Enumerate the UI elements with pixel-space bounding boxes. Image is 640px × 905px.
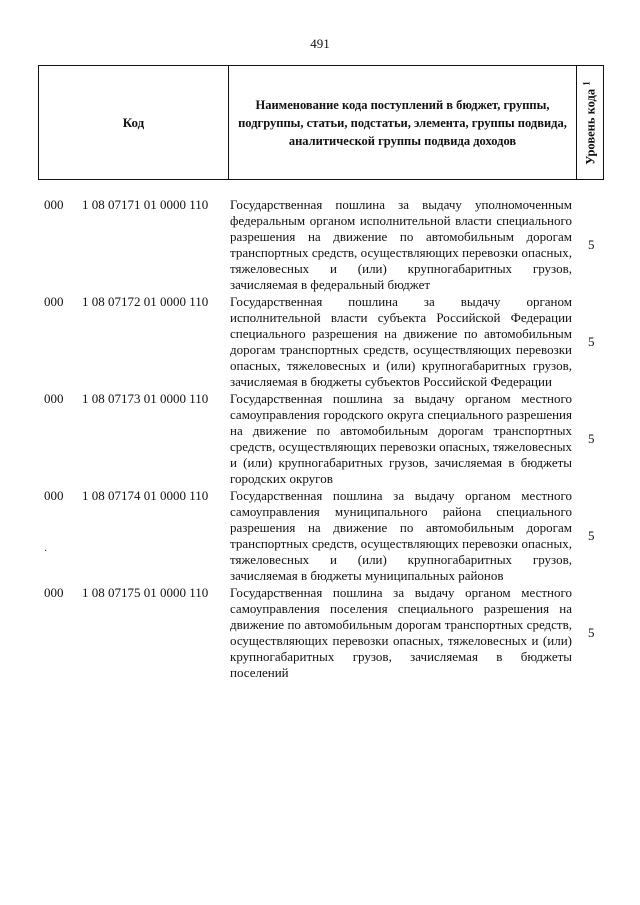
row-description: Государственная пошлина за выдачу органом местного самоуправления муниципального района специального разрешения на движение по автомобильным дорогам транспортных средств, осуществляющих перевозки опасных, тяжеловесных и (или) крупногабаритных грузов, зачисляемая в бюджеты муниципальных районов <box>230 488 572 583</box>
page-number: 491 <box>310 36 330 51</box>
row-admin-code: 000 <box>44 585 64 600</box>
row-level: 5 <box>588 334 595 349</box>
row-admin-code: 000 <box>44 488 64 503</box>
row-level: 5 <box>588 528 595 543</box>
row-code: 1 08 07175 01 0000 110 <box>82 585 209 600</box>
table-row <box>0 294 640 390</box>
table-body <box>0 197 640 681</box>
row-level: 5 <box>588 431 595 446</box>
row-level: 5 <box>588 237 595 252</box>
row-admin-code: 000 <box>44 197 64 212</box>
row-description: Государственная пошлина за выдачу органом местного самоуправления городского округа специального разрешения на движение по автомобильным дорогам транспортных средств, осуществляющих перевозки опасных, тяжеловесных и (или) крупногабаритных грузов, зачисляемая в бюджеты городских округов <box>230 391 572 486</box>
header-code: Код <box>39 66 229 179</box>
header-level-footnote: 1 <box>581 80 592 86</box>
table-row <box>0 197 640 293</box>
row-code: 1 08 07173 01 0000 110 <box>82 391 209 406</box>
row-code: 1 08 07172 01 0000 110 <box>82 294 209 309</box>
scan-dot: · <box>44 546 48 557</box>
table-row <box>0 391 640 487</box>
header-level <box>577 66 603 179</box>
header-name: Наименование кода поступлений в бюджет, группы, подгруппы, статьи, подстатьи, элемента, группы подвида, аналитической группы подвида доходов <box>229 66 577 179</box>
table-header <box>38 65 604 180</box>
table-row <box>0 488 640 584</box>
row-description: Государственная пошлина за выдачу уполномоченным федеральным органом исполнительной власти специального разрешения на движение по автомобильным дорогам транспортных средств, осуществляющих перевозки опасных, тяжеловесных и (или) крупногабаритных грузов, зачисляемая в федеральный бюджет <box>230 197 572 292</box>
row-description: Государственная пошлина за выдачу органом местного самоуправления поселения специального разрешения на движение по автомобильным дорогам транспортных средств, осуществляющих перевозки опасных, тяжеловесных и (или) крупногабаритных грузов, зачисляемая в бюджеты поселений <box>230 585 572 680</box>
header-level-label <box>581 81 598 164</box>
row-level: 5 <box>588 625 595 640</box>
row-description: Государственная пошлина за выдачу органом исполнительной власти субъекта Российской Федерации специального разрешения на движение по автомобильным дорогам транспортных средств, осуществляющих перевозки опасных, тяжеловесных и (или) крупногабаритных грузов, зачисляемая в бюджеты субъектов Российской Федерации <box>230 294 572 389</box>
header-level-text: Уровень кода <box>583 88 598 165</box>
row-code: 1 08 07171 01 0000 110 <box>82 197 209 212</box>
row-admin-code: 000 <box>44 391 64 406</box>
row-admin-code: 000 <box>44 294 64 309</box>
row-code: 1 08 07174 01 0000 110 <box>82 488 209 503</box>
table-row <box>0 585 640 681</box>
